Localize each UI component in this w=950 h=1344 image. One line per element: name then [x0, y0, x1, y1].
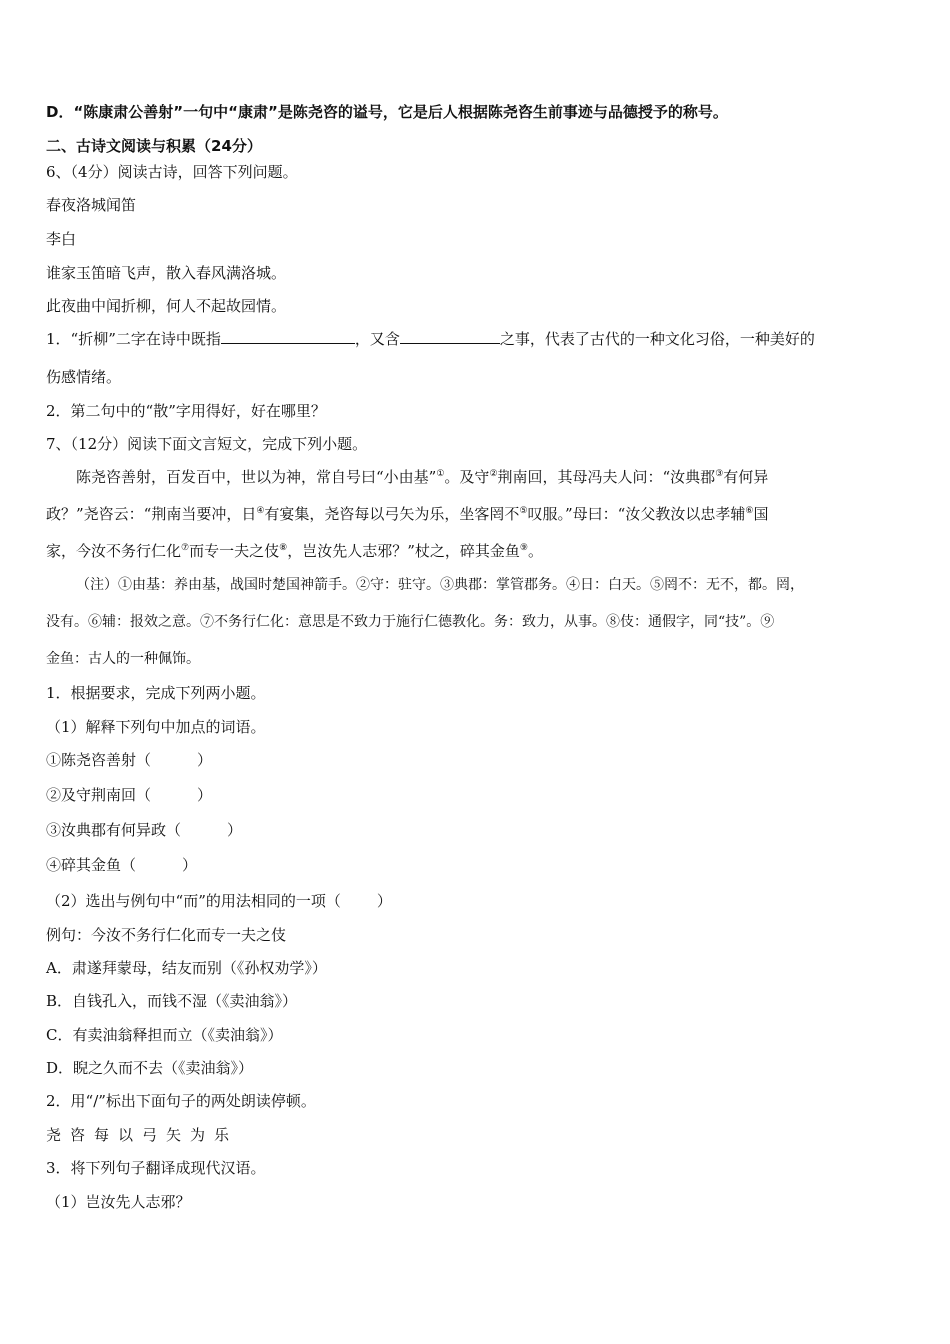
notes-line-1: （注）①由基：养由基，战国时楚国神箭手。②守：驻守。③典郡：掌管郡务。④日：白天。⑤罔不：无不，都。罔， [76, 577, 804, 593]
poem-author: 李白 [46, 230, 77, 248]
option-b: B．自钱孔入，而钱不湿（《卖油翁》） [46, 992, 298, 1010]
word-item-3: ③汝典郡有何异政（ ） [46, 821, 243, 839]
pause-sentence: 尧咨每以弓矢为乐 [46, 1126, 239, 1144]
passage-line-1: 陈尧咨善射，百发百中，世以为神，常自号曰“小由基”①。及守②荆南回，其母冯夫人问：“汝典郡③有何异 [76, 468, 769, 486]
footnote-marker: ⑧ [279, 543, 288, 553]
passage-line-2: 政？”尧咨云：“荆南当要冲，日④有宴集，尧咨每以弓矢为乐，坐客罔不⑤叹服。”母曰：“汝父教汝以忠孝辅⑥国 [46, 505, 769, 523]
footnote-marker: ⑤ [519, 506, 528, 516]
section-title: 二、古诗文阅读与积累（24分） [46, 137, 262, 155]
q6-sub1-part2: ，又含 [354, 330, 400, 348]
q7-sub1-1: （1）解释下列句中加点的词语。 [46, 718, 266, 736]
q7-stem: 7、（12分）阅读下面文言短文，完成下列小题。 [46, 435, 368, 453]
poem-line-1: 谁家玉笛暗飞声，散入春风满洛城。 [46, 264, 287, 282]
footnote-marker: ③ [715, 469, 724, 479]
footnote-marker: ④ [256, 506, 265, 516]
q7-sub1: 1．根据要求，完成下列两小题。 [46, 684, 266, 702]
q6-sub1-part3: 之事，代表了古代的一种文化习俗，一种美好的 [499, 330, 815, 348]
footnote-marker: ⑦ [181, 543, 190, 553]
passage-line-3: 家，今汝不务行仁化⑦而专一夫之伎⑧，岂汝先人志邪？”杖之，碎其金鱼⑨。 [46, 542, 543, 560]
q6-sub1-part1: 1．“折柳”二字在诗中既指 [46, 330, 221, 348]
q6-stem: 6、（4分）阅读古诗，回答下列问题。 [46, 163, 298, 181]
notes-line-3: 金鱼：古人的一种佩饰。 [46, 651, 200, 667]
q6-sub1-cont: 伤感情绪。 [46, 368, 122, 386]
footnote-marker: ② [489, 469, 498, 479]
poem-title: 春夜洛城闻笛 [46, 196, 137, 214]
notes-line-2: 没有。⑥辅：报效之意。⑦不务行仁化：意思是不致力于施行仁德教化。务：致力，从事。⑧伎：通假字，同“技”。⑨ [46, 614, 775, 630]
q6-sub2: 2．第二句中的“散”字用得好，好在哪里？ [46, 402, 326, 420]
answer-blank-2[interactable] [400, 329, 500, 344]
word-item-4: ④碎其金鱼（ ） [46, 856, 198, 874]
option-c: C．有卖油翁释担而立（《卖油翁》） [46, 1026, 283, 1044]
q7-sub1-2: （2）选出与例句中“而”的用法相同的一项（ ） [46, 892, 392, 910]
q6-sub1 [46, 329, 815, 349]
option-a: A．肃遂拜蒙母，结友而别（《孙权劝学》） [46, 959, 327, 977]
option-d-item: D．睨之久而不去（《卖油翁》） [46, 1059, 254, 1077]
q7-sub3: 3．将下列句子翻译成现代汉语。 [46, 1159, 266, 1177]
footnote-marker: ① [436, 469, 445, 479]
word-item-1: ①陈尧咨善射（ ） [46, 751, 213, 769]
word-item-2: ②及守荆南回（ ） [46, 786, 213, 804]
footnote-marker: ⑥ [745, 506, 754, 516]
q7-sub3-1: （1）岂汝先人志邪？ [46, 1193, 191, 1211]
q7-sub2: 2．用“/”标出下面句子的两处朗读停顿。 [46, 1092, 316, 1110]
answer-blank-1[interactable] [221, 329, 355, 344]
option-d: D．“陈康肃公善射”一句中“康肃”是陈尧咨的谥号，它是后人根据陈尧咨生前事迹与品德授予的称号。 [46, 103, 728, 121]
example-sentence: 例句：今汝不务行仁化而专一夫之伎 [46, 926, 287, 944]
poem-line-2: 此夜曲中闻折柳，何人不起故园情。 [46, 297, 287, 315]
footnote-marker: ⑨ [519, 543, 528, 553]
